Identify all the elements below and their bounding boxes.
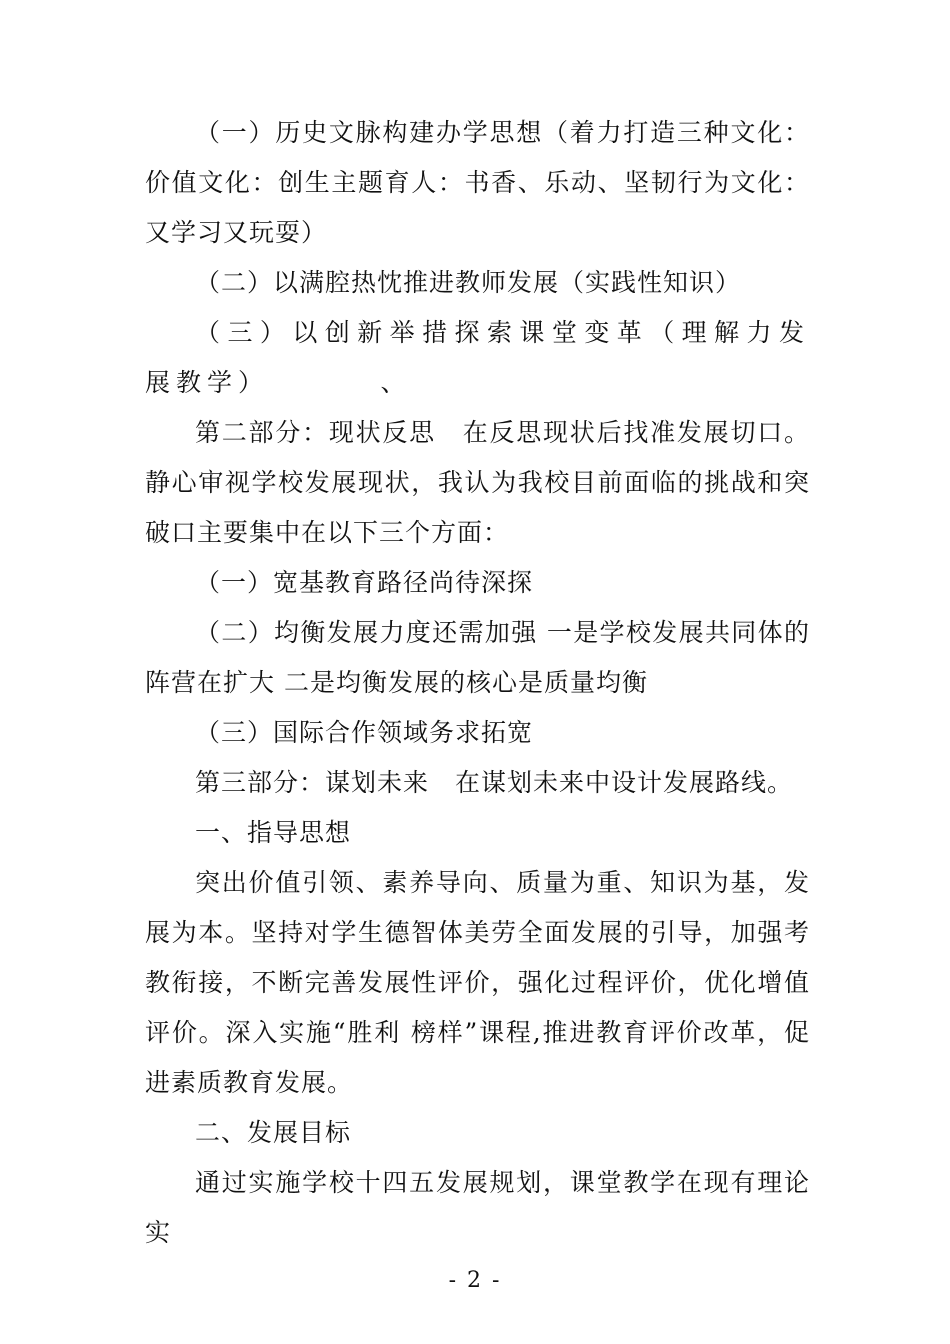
paragraph-international-cooperation: （三）国际合作领域务求拓宽 <box>195 718 534 747</box>
section-heading-development-goals: 二、发展目标 <box>195 1118 352 1147</box>
paragraph-part-three-heading: 第三部分：谋划未来 在谋划未来中设计发展路线。 <box>195 768 794 797</box>
paragraph-teacher-development: （二）以满腔热忱推进教师发展（实践性知识） <box>195 268 742 297</box>
paragraph-part-two-heading: 第二部分：现状反思 在反思现状后找准发展切口。静心审视学校发展现状，我认为我校目前面临的挑战和突破口主要集中在以下三个方面： <box>145 418 810 547</box>
paragraph-development-goals: 通过实施学校十四五发展规划，课堂教学在现有理论实 <box>145 1168 810 1247</box>
document-body <box>145 108 810 1258</box>
paragraph-classroom-reform: （三）以创新举措探索课堂变革（理解力发展教学） 、 <box>145 318 810 397</box>
section-heading-guiding-ideology: 一、指导思想 <box>195 818 352 847</box>
paragraph-broad-education: （一）宽基教育路径尚待深探 <box>195 568 534 597</box>
paragraph-balanced-development: （二）均衡发展力度还需加强 一是学校发展共同体的阵营在扩大 二是均衡发展的核心是质量均衡 <box>145 618 810 697</box>
paragraph-guiding-ideology: 突出价值引领、素养导向、质量为重、知识为基，发展为本。坚持对学生德智体美劳全面发展的引导，加强考教衔接，不断完善发展性评价，强化过程评价，优化增值评价。深入实施“胜利 榜样”课程,推进教育评价改革，促进素质教育发展。 <box>145 868 810 1097</box>
paragraph-cultural-thought: （一）历史文脉构建办学思想（着力打造三种文化：价值文化：创生主题育人：书香、乐动、坚韧行为文化：又学习又玩耍） <box>145 118 810 247</box>
page-number: - 2 - <box>448 1268 502 1293</box>
